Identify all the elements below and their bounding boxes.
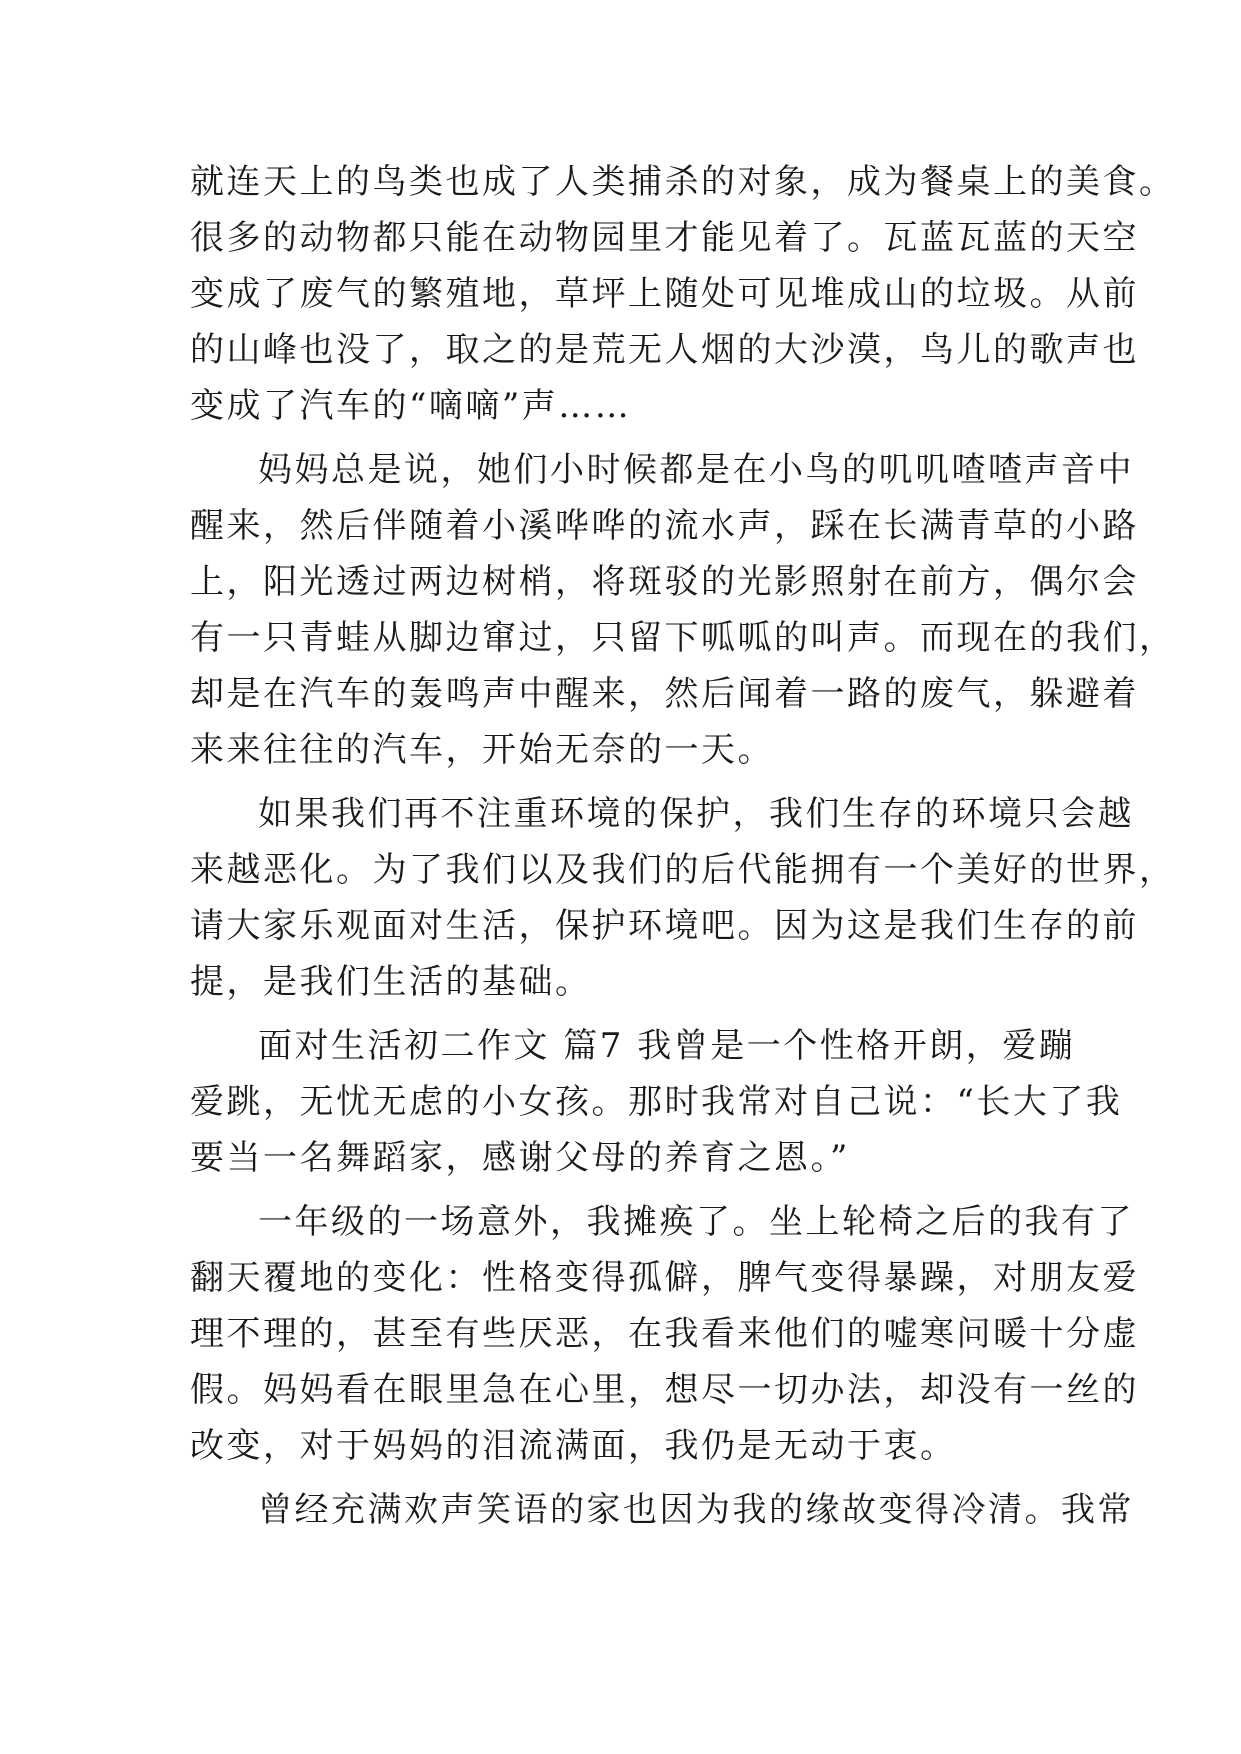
text-line: 却是在汽车的轰鸣声中醒来，然后闻着一路的废气，躲避着	[190, 674, 1139, 714]
text-line: 爱跳，无忧无虑的小女孩。那时我常对自己说：“长大了我	[190, 1082, 1123, 1122]
text-line: 面对生活初二作文 篇7 我曾是一个性格开朗，爱蹦	[258, 1026, 1076, 1066]
text-line: 来越恶化。为了我们以及我们的后代能拥有一个美好的世界，	[190, 850, 1176, 890]
text-line: 翻天覆地的变化：性格变得孤僻，脾气变得暴躁，对朋友爱	[190, 1258, 1139, 1298]
text-line: 就连天上的鸟类也成了人类捕杀的对象，成为餐桌上的美食。	[190, 162, 1176, 202]
text-line: 如果我们再不注重环境的保护，我们生存的环境只会越	[258, 794, 1134, 834]
text-line: 理不理的，甚至有些厌恶，在我看来他们的嘘寒问暖十分虚	[190, 1314, 1139, 1354]
text-line: 提，是我们生活的基础。	[190, 962, 592, 1002]
text-line: 来来往往的汽车，开始无奈的一天。	[190, 730, 774, 770]
text-line: 的山峰也没了，取之的是荒无人烟的大沙漠，鸟儿的歌声也	[190, 330, 1139, 370]
text-line: 要当一名舞蹈家，感谢父母的养育之恩。”	[190, 1138, 850, 1178]
text-line: 一年级的一场意外，我摊痪了。坐上轮椅之后的我有了	[258, 1202, 1134, 1242]
text-line: 请大家乐观面对生活，保护环境吧。因为这是我们生存的前	[190, 906, 1139, 946]
text-line: 改变，对于妈妈的泪流满面，我仍是无动于衷。	[190, 1426, 957, 1466]
text-line: 假。妈妈看在眼里急在心里，想尽一切办法，却没有一丝的	[190, 1370, 1139, 1410]
text-line: 妈妈总是说，她们小时候都是在小鸟的叽叽喳喳声音中	[258, 450, 1134, 490]
text-line: 很多的动物都只能在动物园里才能见着了。瓦蓝瓦蓝的天空	[190, 218, 1139, 258]
text-line: 上，阳光透过两边树梢，将斑驳的光影照射在前方，偶尔会	[190, 562, 1139, 602]
text-line: 变成了汽车的“嘀嘀”声……	[190, 386, 632, 426]
text-line: 曾经充满欢声笑语的家也因为我的缘故变得冷清。我常	[258, 1490, 1134, 1530]
text-line: 变成了废气的繁殖地，草坪上随处可见堆成山的垃圾。从前	[190, 274, 1139, 314]
text-line: 醒来，然后伴随着小溪哗哗的流水声，踩在长满青草的小路	[190, 506, 1139, 546]
text-line: 有一只青蛙从脚边窜过，只留下呱呱的叫声。而现在的我们，	[190, 618, 1176, 658]
